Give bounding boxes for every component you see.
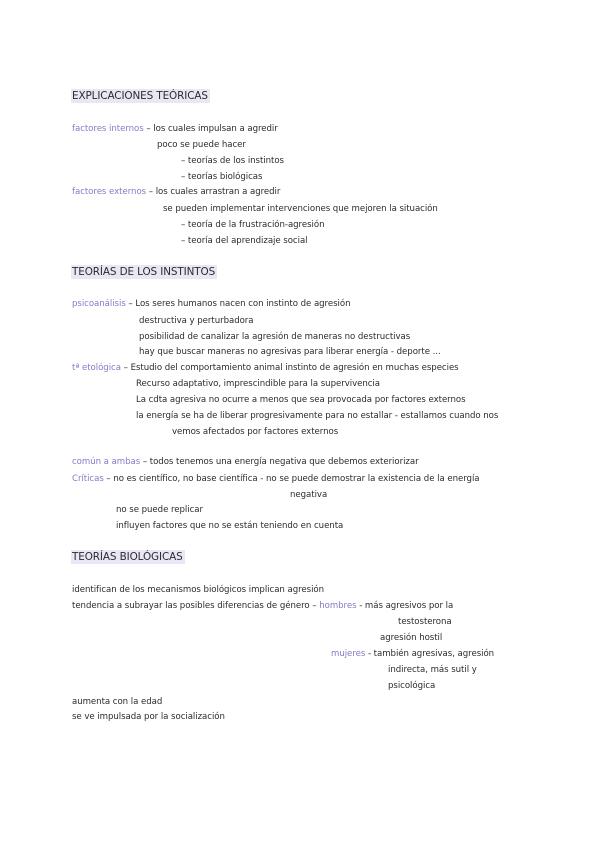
heading-explicaciones [72, 89, 210, 103]
line-eto-2: Recurso adaptativo, imprescindible para la supervivencia [136, 379, 380, 389]
line-hombres-3: agresión hostil [380, 633, 443, 643]
line-criticas-2: negativa [290, 490, 328, 500]
line-internos-3: – teorías de los instintos [181, 156, 284, 166]
line-mujeres [331, 648, 494, 660]
heading-instintos [72, 265, 217, 279]
line-psicoanalisis [72, 298, 350, 310]
heading-instintos-text: TEORÍAS DE LOS INSTINTOS [72, 266, 216, 278]
line-eto-3: La cdta agresiva no ocurre a menos que sea provocada por factores externos [136, 395, 466, 405]
text-externos: los cuales arrastran a agredir [155, 187, 281, 197]
heading-biologicas [72, 550, 185, 564]
dash: – [125, 299, 136, 309]
line-comun [72, 456, 419, 468]
dash: – [146, 187, 156, 197]
line-internos-2: poco se puede hacer [157, 140, 246, 150]
line-psico-3: posibilidad de canalizar la agresión de maneras no destructivas [139, 332, 411, 342]
line-externos-2: se pueden implementar intervenciones que mejoren la situación [163, 204, 438, 214]
line-etologica [72, 362, 459, 374]
line-criticas-3: no se puede replicar [116, 505, 203, 515]
line-eto-5: vemos afectados por factores externos [172, 427, 339, 437]
text-psico: Los seres humanos nacen con instinto de agresión [135, 299, 351, 309]
label-psicoanalisis: psicoanálisis [72, 299, 126, 309]
line-factores-externos [72, 186, 280, 198]
line-hombres-2: testosterona [398, 617, 452, 627]
label-mujeres: mujeres [331, 649, 366, 659]
label-factores-externos: factores externos [72, 187, 147, 197]
text-tendencia: tendencia a subrayar las posibles diferencias de género – [72, 601, 320, 611]
text-hombres: - más agresivos por la [356, 601, 454, 611]
line-internos-4: – teorías biológicas [181, 172, 263, 182]
dash: – [120, 363, 131, 373]
line-factores-internos [72, 123, 278, 135]
label-comun: común a ambas [72, 457, 141, 467]
heading-explicaciones-text: EXPLICACIONES TEÓRICAS [72, 90, 208, 102]
label-criticas: Críticas [72, 474, 104, 484]
label-etologica: tª etológica [72, 363, 121, 373]
text-criticas: – no es científico, no base científica - no se puede demostrar la existencia de la energía [103, 474, 480, 484]
text-etologica: Estudio del comportamiento animal instinto de agresión en muchas especies [130, 363, 459, 373]
line-bio-4: se ve impulsada por la socialización [72, 712, 225, 722]
line-psico-2: destructiva y perturbadora [139, 316, 254, 326]
line-eto-4: la energía se ha de liberar progresivamente para no estallar - estallamos cuando nos [136, 411, 499, 421]
line-bio-1: identifican de los mecanismos biológicos implican agresión [72, 585, 325, 595]
line-psico-4: hay que buscar maneras no agresivas para liberar energía - deporte ... [139, 347, 441, 357]
line-bio-3: aumenta con la edad [72, 697, 163, 707]
line-mujeres-3: psicológica [388, 681, 436, 691]
line-externos-4: – teoría del aprendizaje social [181, 236, 308, 246]
text-comun: – todos tenemos una energía negativa que debemos exteriorizar [140, 457, 419, 467]
line-externos-3: – teoría de la frustración-agresión [181, 220, 325, 230]
line-bio-2 [72, 600, 453, 612]
heading-biologicas-text: TEORÍAS BIOLÓGICAS [72, 551, 183, 563]
line-criticas [72, 473, 480, 485]
text-internos: los cuales impulsan a agredir [153, 124, 278, 134]
line-criticas-4: influyen factores que no se están teniendo en cuenta [116, 521, 344, 531]
label-factores-internos: factores internos [72, 124, 144, 134]
line-mujeres-2: indirecta, más sutil y [388, 665, 477, 675]
text-mujeres: - también agresivas, agresión [365, 649, 495, 659]
dash: – [143, 124, 154, 134]
label-hombres: hombres [319, 601, 357, 611]
